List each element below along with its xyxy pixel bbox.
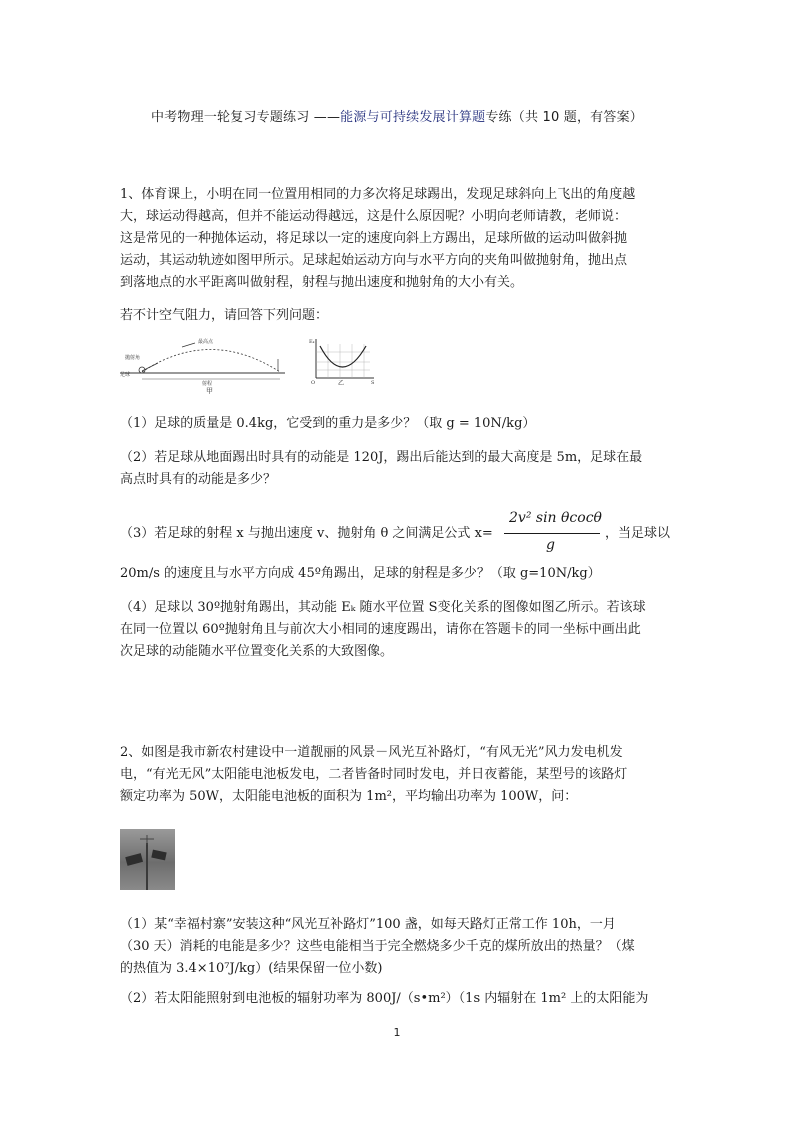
q2-sub2: （2）若太阳能照射到电池板的辐射功率为 800J/（s•m²）（1s 内辐射在 1m² 上的太阳能为: [120, 991, 649, 1006]
q1-sub1: （1）足球的质量是 0.4kg，它受到的重力是多少？（取 g = 10N/kg）: [120, 416, 536, 431]
formula-denominator: g: [546, 537, 555, 553]
q1-sub4-line: 在同一位置以 60º抛射角且与前次大小相同的速度踢出，请你在答题卡的同一坐标中画出此: [120, 622, 641, 637]
figure-yi-energy-graph: [308, 336, 378, 386]
q1-intro-line: 1、体育课上，小明在同一位置用相同的力多次将足球踢出，发现足球斜向上飞出的角度越: [120, 187, 636, 202]
q2-sub1: [120, 914, 680, 980]
q1-sub2-line: 高点时具有的动能是多少？: [120, 472, 277, 487]
fig-jia-text: 抛射角: [125, 355, 141, 361]
street-lamp-illustration: [120, 829, 175, 890]
q1-intro: [120, 184, 680, 294]
q1-prompt: 若不计空气阻力，请回答下列问题：: [120, 308, 329, 323]
q1-sub4-line: 次足球的动能随水平位置变化关系的大致图像。: [120, 644, 394, 659]
q1-sub2-line: （2）若足球从地面踢出时具有的动能是 120J，踢出后能达到的最大高度是 5m，足球在最: [120, 450, 643, 465]
q1-intro-line: 大，球运动得越高，但并不能运动得越远，这是什么原因呢？小明向老师请教，老师说：: [120, 209, 628, 224]
q1-sub4: [120, 597, 680, 663]
title-suffix: 专练（共 10 题，有答案）: [485, 110, 643, 125]
fig-jia-text: 最高点: [198, 339, 214, 345]
street-lamp-photo: [120, 829, 175, 890]
q1-intro-line: 这是常见的一种抛体运动，将足球以一定的速度向斜上方踢出，足球所做的运动叫做斜抛: [120, 231, 628, 246]
figure-jia-trajectory: [120, 335, 300, 395]
q1-sub2: [120, 447, 680, 491]
formula-numerator: 2v² sin θcocθ: [509, 510, 602, 526]
fig-yi-label: 乙: [338, 380, 345, 386]
q1-sub3-line2: 20m/s 的速度且与水平方向成 45º角踢出，足球的射程是多少？（取 g=10N/kg）: [120, 566, 601, 581]
q1-intro-line: 到落地点的水平距离叫做射程，射程与抛出速度和抛射角的大小有关。: [120, 275, 524, 290]
q2-intro: [120, 742, 680, 808]
q1-sub3-text: （3）若足球的射程 x 与抛出速度 v、抛射角 θ 之间满足公式 x=: [120, 526, 493, 541]
fig-yi-text: Eₖ: [309, 339, 315, 345]
q1-intro-line: 运动，其运动轨迹如图甲所示。足球起始运动方向与水平方向的夹角叫做抛射角，抛出点: [120, 253, 628, 268]
q1-sub4-line: （4）足球以 30º抛射角踢出，其动能 Eₖ 随水平位置 S变化关系的图像如图乙所示。若该球: [120, 600, 646, 615]
q2-intro-line: 2、如图是我市新农村建设中一道靓丽的风景－风光互补路灯，“有风无光”风力发电机发: [120, 745, 623, 760]
fig-jia-text: 射程: [202, 381, 213, 387]
fig-jia-text: 足球: [120, 372, 131, 378]
fig-yi-text: S: [371, 380, 375, 386]
q1-sub3-post: ，当足球以: [605, 526, 671, 541]
q2-sub1-line: （1）某“幸福村寨”安装这种“风光互补路灯”100 盏，如每天路灯正常工作 10h，一月: [120, 917, 616, 932]
q2-sub1-line: 的热值为 3.4×10⁷J/kg）(结果保留一位小数): [120, 961, 383, 976]
q2-sub1-line: （30 天）消耗的电能是多少？这些电能相当于完全燃烧多少千克的煤所放出的热量？（煤: [120, 939, 635, 954]
q2-intro-line: 电，“有光无风”太阳能电池板发电，二者皆备时同时发电，并日夜蓄能，某型号的该路灯: [120, 767, 628, 782]
fig-jia-label: 甲: [206, 387, 213, 395]
page-title: [60, 106, 734, 125]
page-number: 1: [393, 1026, 401, 1039]
formula-fraction-bar: [504, 533, 600, 534]
title-prefix: 中考物理一轮复习专题练习 ——: [151, 110, 341, 125]
fig-yi-text: O: [311, 380, 316, 386]
title-highlight: 能源与可持续发展计算题: [340, 110, 486, 125]
q2-intro-line: 额定功率为 50W，太阳能电池板的面积为 1m²，平均输出功率为 100W，问：: [120, 789, 578, 804]
